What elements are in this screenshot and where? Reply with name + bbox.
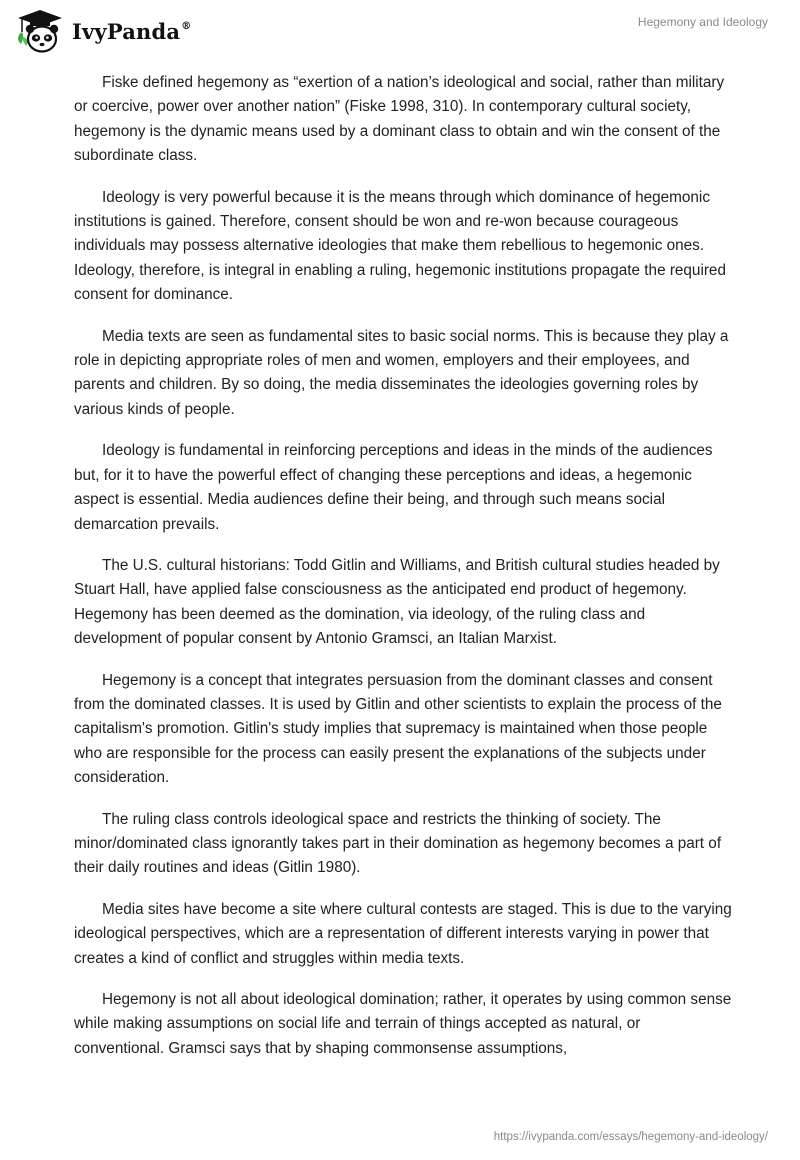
source-url-link[interactable]: https://ivypanda.com/essays/hegemony-and-ideology/ xyxy=(493,1131,768,1143)
paragraph-4: Ideology is fundamental in reinforcing perceptions and ideas in the minds of the audiences but, for it to have the powerful effect of changing these perceptions and ideas, a hegemonic aspect is essential. Media audiences define their being, and through such means social demarcation prevails. xyxy=(74,442,713,533)
panda-graduate-icon xyxy=(14,8,66,54)
paragraph-7: The ruling class controls ideological space and restricts the thinking of society. The minor/dominated class ignorantly takes part in their domination as hegemony becomes a part of their daily routines and ideas (Gitlin 1980). xyxy=(74,810,722,877)
essay-body xyxy=(74,71,734,1078)
paragraph-1: Fiske defined hegemony as “exertion of a nation’s ideological and social, rather than military or coercive, power over another nation” (Fiske 1998, 310). In contemporary cultural society, hegemony is the dynamic means used by a dominant class to obtain and win the consent of the subordinate class. xyxy=(74,74,725,165)
paragraph-5: The U.S. cultural historians: Todd Gitlin and Williams, and British cultural studies headed by Stuart Hall, have applied false consciousness as the anticipated end product of hegemony. Hegemony has been deemed as the domination, via ideology, of the ruling class and development of popular consent by Antonio Gramsci, an Italian Marxist. xyxy=(74,556,720,648)
brand-name: IvyPanda® xyxy=(72,18,192,44)
ivypanda-logo[interactable] xyxy=(14,8,191,54)
paragraph-9: Hegemony is not all about ideological domination; rather, it operates by using common sense while making assumptions on social life and terrain of things accepted as natural, or conventional. Gramsci says that by shaping commonsense assumptions, xyxy=(74,991,732,1057)
page-title: Hegemony and Ideology xyxy=(637,15,768,29)
paragraph-8: Media sites have become a site where cultural contests are staged. This is due to the varying ideological perspectives, which are a representation of different interests varying in power that creates a kind of conflict and struggles within media texts. xyxy=(74,900,732,967)
paragraph-3: Media texts are seen as fundamental sites to basic social norms. This is because they play a role in depicting appropriate roles of men and women, employers and their employees, and parents and children. By so doing, the media disseminates the ideologies governing roles by various kinds of people. xyxy=(74,327,729,418)
paragraph-6: Hegemony is a concept that integrates persuasion from the dominant classes and consent from the dominated classes. It is used by Gitlin and other scientists to explain the process of the capitalism's promotion. Gitlin's study implies that supremacy is maintained when those people who are responsible for the process can easily present the explanations of the subjects under consideration. xyxy=(74,671,722,787)
paragraph-2: Ideology is very powerful because it is the means through which dominance of hegemonic institutions is gained. Therefore, consent should be won and re-won because courageous individuals may possess alternative ideologies that make them rebellious to hegemonic ones. Ideology, therefore, is integral in enabling a ruling, hegemonic institutions propagate the required consent for dominance. xyxy=(74,188,726,304)
page-header xyxy=(0,0,800,60)
